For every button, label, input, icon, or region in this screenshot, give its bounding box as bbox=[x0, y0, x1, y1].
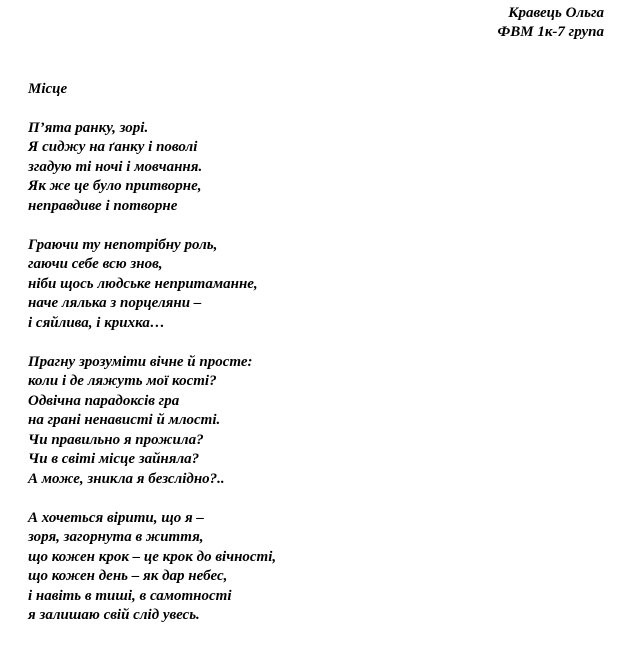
poem-line: ніби щось людське непритаманне, bbox=[28, 275, 258, 292]
poem-line: Граючи ту непотрібну роль, bbox=[28, 237, 218, 254]
author-group: ФВМ 1к-7 група bbox=[497, 24, 604, 40]
stanza-2 bbox=[28, 236, 608, 333]
poem-line: А може, зникла я безслідно?.. bbox=[28, 470, 225, 487]
stanza-3 bbox=[28, 353, 608, 489]
poem-line: коли і де ляжуть мої кості? bbox=[28, 373, 217, 390]
poem-line: наче лялька з порцеляни – bbox=[28, 295, 202, 312]
poem-line: Чи в світі місце зайняла? bbox=[28, 451, 200, 468]
poem-line: згадую ті ночі і мовчання. bbox=[28, 158, 203, 175]
poem-line: я залишаю свій слід увесь. bbox=[28, 606, 200, 623]
poem-line: Прагну зрозуміти вічне й просте: bbox=[28, 354, 253, 371]
poem-line: неправдиве і потворне bbox=[28, 197, 178, 214]
poem-line: Як же це було притворне, bbox=[28, 178, 202, 195]
poem-line: А хочеться вірити, що я – bbox=[28, 509, 204, 526]
author-info bbox=[497, 4, 604, 42]
author-name: Кравець Ольга bbox=[508, 5, 604, 21]
poem-line: що кожен крок – це крок до вічності, bbox=[28, 548, 277, 565]
poem-line: на грані ненависті й млості. bbox=[28, 412, 221, 429]
poem-line: зоря, загорнута в життя, bbox=[28, 529, 204, 546]
stanza-1 bbox=[28, 119, 608, 216]
poem-line: і сяйлива, і крихка… bbox=[28, 314, 165, 331]
poem-line: і навіть в тиші, в самотності bbox=[28, 587, 232, 604]
poem-line: П’ята ранку, зорі. bbox=[28, 120, 149, 136]
poem-line: Чи правильно я прожила? bbox=[28, 431, 204, 448]
stanza-4 bbox=[28, 509, 608, 625]
poem-line: Одвічна парадоксів гра bbox=[28, 392, 180, 409]
poem-line: гаючи себе всю знов, bbox=[28, 256, 163, 273]
poem bbox=[28, 80, 608, 645]
poem-title: Місце bbox=[28, 81, 68, 97]
poem-line: Я сиджу на ґанку і поволі bbox=[28, 139, 198, 156]
poem-line: що кожен день – як дар небес, bbox=[28, 568, 228, 585]
